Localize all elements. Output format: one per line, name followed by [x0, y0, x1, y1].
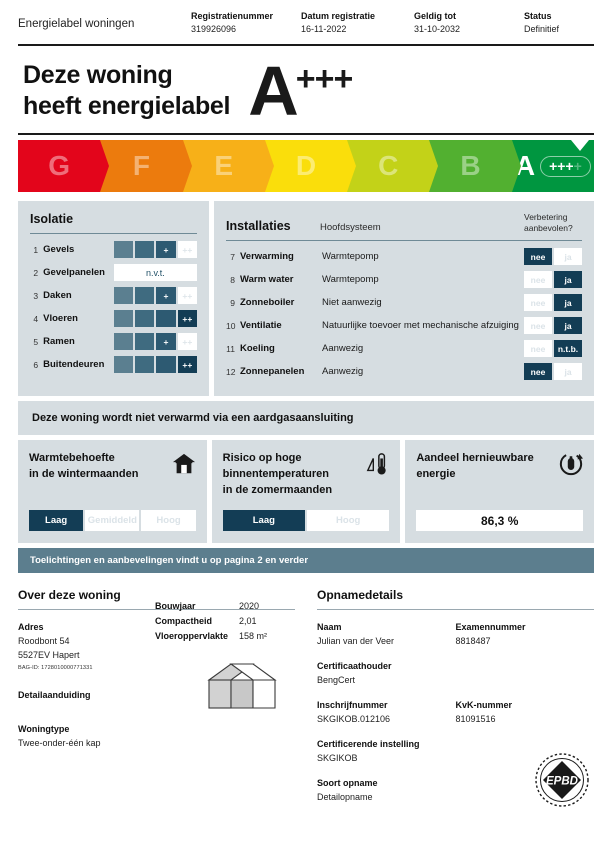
installatie-row — [226, 268, 582, 291]
rating-segment — [114, 356, 133, 373]
naam-value: Julian van der Veer — [317, 636, 395, 647]
isolatie-panel — [18, 201, 209, 396]
woningtype-value: Twee-onder-één kap — [18, 737, 101, 748]
isolatie-rows — [30, 238, 197, 376]
certificerende-instelling-value: SKGIKOB — [317, 752, 358, 763]
metric-title — [223, 451, 332, 498]
rating-bar — [114, 333, 197, 350]
naam-label: Naam — [317, 622, 342, 633]
improvement-toggle — [524, 248, 582, 265]
segment-arrow — [183, 140, 192, 192]
row-label: Gevelpanelen — [43, 267, 105, 279]
label-plus: +++ — [295, 60, 353, 99]
column-verbetering-line1: Verbetering — [524, 212, 568, 223]
rating-segment — [135, 333, 154, 350]
kvk-label: KvK-nummer — [455, 699, 513, 710]
installatie-row — [226, 314, 582, 337]
opnamedetails-title: Opnamedetails — [317, 588, 404, 603]
rating-segment — [135, 241, 154, 258]
rating-segment — [114, 241, 133, 258]
status-badge: Definitief — [524, 24, 560, 35]
kvk-field — [456, 699, 595, 727]
option-nee: nee — [524, 294, 552, 311]
field-label: Status — [524, 11, 552, 21]
class-letter: B — [460, 150, 481, 182]
system-value: Warmtepomp — [322, 274, 379, 286]
isolatie-row — [30, 284, 197, 307]
row-label: Zonnepanelen — [240, 366, 305, 378]
isolatie-title: Isolatie — [30, 212, 74, 227]
naam-examen-row — [317, 621, 594, 649]
examennummer-value: 8818487 — [455, 636, 491, 647]
metric-title-line: binnentemperaturen — [222, 467, 330, 480]
improvement-toggle — [524, 317, 582, 334]
row-label: Warm water — [240, 274, 294, 286]
row-label: Buitendeuren — [43, 359, 105, 371]
row-label: Ramen — [43, 336, 75, 348]
system-value: Natuurlijke toevoer met mechanische afzuiging — [322, 320, 519, 332]
column-verbetering — [524, 212, 582, 233]
field-status — [524, 10, 594, 36]
metric-body — [223, 498, 390, 531]
row-label: Verwarming — [240, 251, 294, 263]
rating-segment: ++ — [178, 310, 197, 327]
metric-choices — [223, 510, 390, 531]
house-illustration — [201, 656, 279, 717]
spec-value: 2,01 — [239, 616, 257, 627]
header-fields — [191, 10, 594, 36]
metric-card — [18, 440, 207, 543]
row-label: Gevels — [43, 244, 75, 256]
installatie-row — [226, 291, 582, 314]
class-letter: C — [378, 150, 399, 182]
option-ja: ja — [554, 248, 582, 265]
spec-row — [155, 629, 295, 644]
system-value: Aanwezig — [322, 366, 364, 378]
panels-row — [18, 201, 594, 396]
spec-row — [155, 614, 295, 629]
rating-bar — [114, 241, 197, 258]
segment-arrow — [265, 140, 274, 192]
row-number: 8 — [230, 274, 235, 285]
choice-hoog: Hoog — [307, 510, 389, 531]
metric-header — [223, 451, 390, 498]
metric-header — [416, 451, 583, 482]
metric-title-line: Risico op hoge — [222, 452, 302, 465]
rating-not-applicable: n.v.t. — [114, 264, 197, 281]
inschrijfnummer-value: SKGIKOB.012106 — [317, 713, 391, 724]
detailaanduiding-label: Detailaanduiding — [18, 689, 91, 700]
field-value: 16-11-2022 — [301, 24, 347, 35]
option-ja: ja — [554, 363, 582, 380]
rating-segment: + — [156, 241, 175, 258]
house-icon — [172, 451, 196, 482]
isolatie-divider — [30, 233, 197, 234]
system-value: Niet aanwezig — [322, 297, 382, 309]
option-nee: nee — [524, 340, 552, 357]
spec-value: 2020 — [239, 601, 260, 612]
metric-title-line: in de wintermaanden — [29, 467, 139, 480]
isolatie-row — [30, 353, 197, 376]
isolatie-row — [30, 238, 197, 261]
option-ja: n.t.b. — [554, 340, 582, 357]
option-nee: nee — [524, 248, 552, 265]
spec-value: 158 m² — [239, 630, 268, 641]
energy-class-c — [347, 140, 429, 192]
rating-segment: + — [156, 287, 175, 304]
plus-active: +++ — [549, 157, 574, 174]
metric-card — [405, 440, 594, 543]
spec-key: Vloeroppervlakte — [155, 630, 229, 641]
adres-street: Roodbont 54 — [18, 636, 70, 647]
choice-laag: Laag — [29, 510, 83, 531]
field-datum-registratie — [301, 10, 414, 36]
option-ja: ja — [554, 294, 582, 311]
rating-segment — [114, 333, 133, 350]
class-letter: F — [132, 150, 150, 182]
spec-key: Compactheid — [155, 616, 213, 627]
improvement-toggle — [524, 271, 582, 288]
row-label: Daken — [43, 290, 72, 302]
rating-segment: + — [156, 333, 175, 350]
energy-label-big — [248, 52, 353, 131]
field-label: Registratienummer — [191, 11, 274, 21]
choice-laag: Laag — [223, 510, 305, 531]
improvement-toggle — [524, 294, 582, 311]
row-label: Zonneboiler — [240, 297, 295, 309]
isolatie-header — [30, 212, 197, 226]
row-number: 12 — [226, 366, 236, 377]
thermometer-icon — [365, 451, 389, 482]
option-nee: nee — [524, 317, 552, 334]
spec-row — [155, 599, 295, 614]
scale-top-divider — [18, 133, 594, 135]
installaties-divider — [226, 240, 582, 241]
installaties-rows — [226, 245, 582, 383]
installatie-row — [226, 337, 582, 360]
epbd-seal-icon — [534, 752, 590, 813]
inschrijfnummer-label: Inschrijfnummer — [317, 699, 388, 710]
row-number: 4 — [33, 313, 39, 324]
installaties-title: Installaties — [226, 219, 291, 234]
class-plus-pill — [540, 156, 591, 177]
title-section — [18, 46, 594, 133]
soort-opname-value: Detailopname — [317, 791, 373, 802]
improvement-toggle — [524, 340, 582, 357]
title-line-2: heeft energielabel — [23, 91, 231, 120]
row-number: 7 — [230, 251, 235, 262]
system-value: Warmtepomp — [322, 251, 379, 263]
installaties-panel — [214, 201, 594, 396]
option-ja: ja — [554, 271, 582, 288]
metric-value: 86,3 % — [416, 510, 583, 531]
choice-hoog: Hoog — [141, 510, 195, 531]
metric-choices — [29, 510, 196, 531]
kvk-value: 81091516 — [455, 713, 496, 724]
metric-body — [29, 498, 196, 531]
field-geldig-tot — [414, 10, 524, 36]
system-value: Aanwezig — [322, 343, 364, 355]
column-verbetering-line2: aanbevolen? — [524, 222, 573, 233]
over-deze-woning-title: Over deze woning — [18, 588, 121, 603]
brand-title: Energielabel woningen — [18, 18, 135, 30]
field-value: 31-10-2032 — [414, 24, 461, 35]
isolatie-row — [30, 330, 197, 353]
rating-segment — [156, 310, 175, 327]
energy-class-f — [100, 140, 182, 192]
metric-body — [416, 498, 583, 531]
field-registratienummer — [191, 10, 301, 36]
rating-segment — [114, 310, 133, 327]
energy-class-d — [265, 140, 347, 192]
row-label: Ventilatie — [240, 320, 282, 332]
metric-title-line: energie — [416, 467, 456, 480]
toelichting-bar: Toelichtingen en aanbevelingen vindt u op pagina 2 en verder — [18, 548, 594, 573]
row-number: 1 — [33, 244, 39, 255]
metrics-row — [18, 440, 594, 543]
spec-key: Bouwjaar — [155, 601, 196, 612]
examennummer-field — [456, 621, 595, 649]
rating-segment — [135, 287, 154, 304]
isolatie-row — [30, 261, 197, 284]
label-letter: A — [248, 52, 296, 131]
title-line-1: Deze woning — [23, 61, 173, 90]
rating-segment: ++ — [178, 356, 197, 373]
energy-class-e — [183, 140, 265, 192]
segment-arrow — [512, 140, 521, 192]
improvement-toggle — [524, 363, 582, 380]
plus-inactive: + — [573, 157, 582, 174]
column-divider — [317, 609, 594, 610]
metric-card — [212, 440, 401, 543]
row-number: 9 — [230, 297, 235, 308]
energy-class-b — [429, 140, 511, 192]
opnamedetails-column — [317, 588, 594, 804]
rating-segment: ++ — [178, 241, 197, 258]
bag-id: BAG-ID: 1728010000771331 — [18, 664, 93, 671]
woningtype-field — [18, 723, 295, 751]
class-letter: E — [214, 150, 234, 182]
page-title — [23, 60, 230, 121]
rating-segment: ++ — [178, 333, 197, 350]
certificaathouder-value: BengCert — [317, 674, 356, 685]
option-nee: nee — [524, 363, 552, 380]
renewable-icon — [559, 451, 583, 482]
row-number: 10 — [226, 320, 236, 331]
class-letter: G — [48, 150, 71, 182]
inschrijfnummer-field — [317, 699, 456, 727]
row-number: 11 — [226, 343, 235, 354]
metric-title-line: Warmtebehoefte — [29, 452, 115, 465]
choice-gemiddeld: Gemiddeld — [85, 510, 139, 531]
rating-bar — [114, 356, 197, 373]
adres-label: Adres — [18, 622, 44, 633]
rating-segment — [114, 287, 133, 304]
certificaathouder-label: Certificaathouder — [317, 661, 392, 672]
option-ja: ja — [554, 317, 582, 334]
installatie-row — [226, 360, 582, 383]
metric-title-line: Aandeel hernieuwbare — [416, 452, 534, 465]
woningtype-label: Woningtype — [18, 723, 70, 734]
gas-notice: Deze woning wordt niet verwarmd via een aardgasaansluiting — [18, 401, 594, 435]
svg-text:EPBD: EPBD — [546, 775, 578, 788]
soort-opname-label: Soort opname — [317, 777, 378, 788]
segment-arrow — [429, 140, 438, 192]
rating-segment — [156, 356, 175, 373]
current-class-marker — [571, 140, 589, 151]
metric-title — [29, 451, 138, 482]
document-header — [18, 0, 594, 44]
isolatie-row — [30, 307, 197, 330]
segment-arrow — [100, 140, 109, 192]
bottom-section — [18, 588, 594, 804]
metric-title — [416, 451, 533, 482]
segment-arrow — [347, 140, 356, 192]
rating-segment: ++ — [178, 287, 197, 304]
adres-city: 5527EV Hapert — [18, 650, 80, 661]
building-specs — [155, 599, 295, 644]
naam-field — [317, 621, 456, 649]
row-label: Koeling — [240, 343, 275, 355]
row-number: 3 — [33, 290, 39, 301]
field-label: Datum registratie — [301, 11, 376, 21]
field-label: Geldig tot — [414, 11, 456, 21]
energy-class-g — [18, 140, 100, 192]
over-deze-woning-column — [18, 588, 295, 804]
installatie-row — [226, 245, 582, 268]
certificerende-instelling-label: Certificerende instelling — [317, 738, 420, 749]
column-hoofdsysteem: Hoofdsysteem — [320, 222, 381, 234]
row-number: 6 — [33, 359, 39, 370]
class-letter: A — [514, 150, 536, 182]
rating-segment — [135, 356, 154, 373]
metric-header — [29, 451, 196, 482]
class-letter: D — [295, 150, 317, 182]
row-label: Vloeren — [43, 313, 78, 325]
rating-segment — [135, 310, 154, 327]
row-number: 2 — [33, 267, 39, 278]
row-number: 5 — [33, 336, 39, 347]
examennummer-label: Examennummer — [455, 622, 526, 633]
rating-bar — [114, 310, 197, 327]
energy-class-a — [512, 140, 594, 192]
option-nee: nee — [524, 271, 552, 288]
field-value: 319926096 — [191, 24, 237, 35]
installaties-header — [226, 212, 582, 233]
metric-title-line: in de zomermaanden — [222, 483, 333, 496]
energy-scale-bar — [18, 140, 594, 192]
rating-bar — [114, 287, 197, 304]
certificaathouder-field — [317, 660, 594, 688]
inschrijf-kvk-row — [317, 699, 594, 727]
